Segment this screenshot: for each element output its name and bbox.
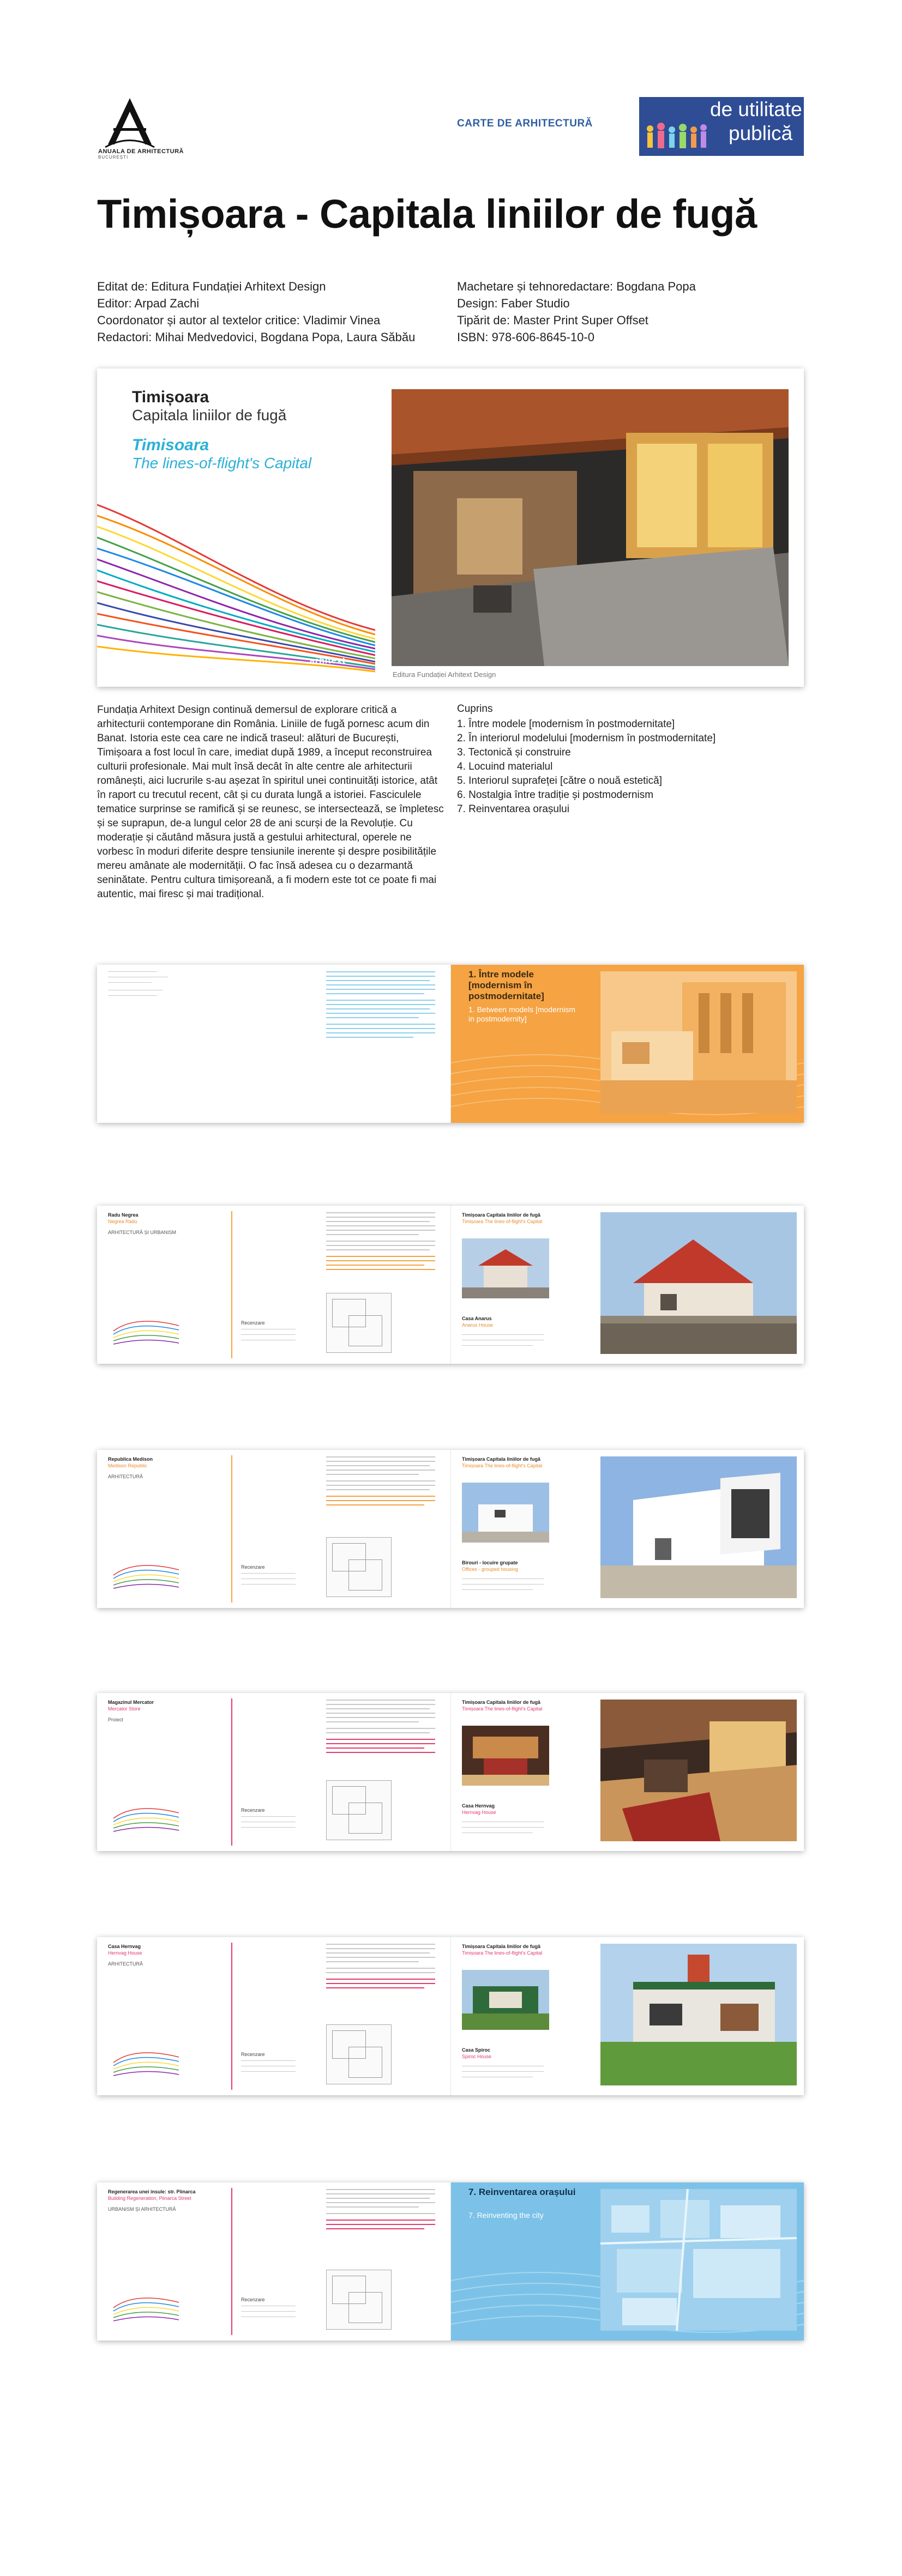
credit-line: Redactori: Mihai Medvedovici, Bogdana Popa, Laura Săbău xyxy=(97,330,416,344)
project-subtitle: Medison Republic xyxy=(108,1463,147,1468)
book-spread-3 xyxy=(97,1450,804,1608)
left-page xyxy=(97,1450,450,1608)
project-name-en: Spiroc House xyxy=(462,2054,492,2059)
section-photo xyxy=(600,971,797,1113)
project-photo-large xyxy=(600,1456,797,1598)
page-title: Timișoara - Capitala liniilor de fugă xyxy=(97,191,757,237)
toc-item: 1. Între modele [modernism în postmodernitate] xyxy=(457,718,675,730)
review-label: Recenzare xyxy=(241,1320,265,1326)
left-page xyxy=(97,965,450,1123)
cover-subtitle: Capitala liniilor de fugă xyxy=(132,407,287,424)
credit-line: Tipărit de: Master Print Super Offset xyxy=(457,313,648,327)
running-header-en: Timișoara The lines-of-flight's Capital xyxy=(462,1219,543,1224)
project-name-en: Anarus House xyxy=(462,1322,494,1328)
colored-lines-illustration xyxy=(97,494,375,674)
review-label: Recenzare xyxy=(241,1807,265,1813)
project-photo-large xyxy=(600,1944,797,2085)
project-photo-small xyxy=(462,1970,549,2030)
logo-label: ANUALA DE ARHITECTURĂ xyxy=(98,148,184,155)
left-page xyxy=(97,1693,450,1851)
project-name: Casa Spiroc xyxy=(462,2047,491,2053)
floor-plan-icon xyxy=(326,1780,392,1840)
section-title: 1. Între modele [modernism în postmodernitate] xyxy=(468,969,544,1001)
left-page xyxy=(97,1206,450,1364)
credit-line: Editat de: Editura Fundației Arhitext Design xyxy=(97,280,326,293)
toc-item: 4. Locuind materialul xyxy=(457,761,553,772)
review-label: Recenzare xyxy=(241,2052,265,2057)
project-title: Magazinul Mercator xyxy=(108,1700,154,1705)
project-note: ARHITECTURĂ xyxy=(108,1474,143,1479)
running-header: Timișoara Capitala liniilor de fugă xyxy=(462,1456,540,1462)
publisher-logo: arhitext xyxy=(310,656,346,666)
project-note: Proiect xyxy=(108,1717,124,1722)
left-page xyxy=(97,1937,450,2095)
project-subtitle: Mercator Store xyxy=(108,1706,141,1712)
project-title: Casa Hernvag xyxy=(108,1944,141,1949)
cover-title: Timișoara xyxy=(132,388,209,406)
credit-line: Machetare și tehnoredactare: Bogdana Popa xyxy=(457,280,696,293)
section-title: 7. Reinventarea orașului xyxy=(468,2187,576,2197)
credit-line: Coordonator și autor al textelor critice: Vladimir Vinea xyxy=(97,313,381,327)
project-subtitle: Building Regeneration, Piinarca Street xyxy=(108,2196,191,2201)
project-note: ARHITECTURĂ xyxy=(108,1961,143,1967)
book-spread-6 xyxy=(97,2182,804,2341)
book-cover-spread xyxy=(97,368,804,687)
project-title: Republica Medison xyxy=(108,1456,153,1462)
toc-item: 6. Nostalgia între tradiție și postmodernism xyxy=(457,789,654,801)
running-header: Timișoara Capitala liniilor de fugă xyxy=(462,1700,540,1705)
project-name-en: Offices - grouped housing xyxy=(462,1567,518,1572)
project-subtitle: Negrea Radu xyxy=(108,1219,137,1224)
cover-title-en: Timisoara xyxy=(132,436,209,454)
running-header: Timișoara Capitala liniilor de fugă xyxy=(462,1212,540,1218)
toc-item: 5. Interiorul suprafeței [către o nouă estetică] xyxy=(457,775,662,787)
section-photo xyxy=(600,2189,797,2331)
cover-subtitle-en: The lines-of-flight's Capital xyxy=(132,455,312,471)
credit-line: ISBN: 978-606-8645-10-0 xyxy=(457,330,594,344)
project-photo-large xyxy=(600,1700,797,1841)
right-page-section xyxy=(450,2182,804,2341)
right-page xyxy=(450,1450,804,1608)
credit-line: Design: Faber Studio xyxy=(457,297,570,310)
right-page-section xyxy=(450,965,804,1123)
credits-left xyxy=(97,278,415,346)
project-note: URBANISM ȘI ARHITECTURĂ xyxy=(108,2206,176,2212)
project-name: Casa Anarus xyxy=(462,1316,492,1321)
project-title: Radu Negrea xyxy=(108,1212,139,1218)
running-header-en: Timișoara The lines-of-flight's Capital xyxy=(462,1463,543,1468)
left-page xyxy=(97,2182,450,2341)
running-header-en: Timișoara The lines-of-flight's Capital xyxy=(462,1950,543,1956)
running-header: Timișoara Capitala liniilor de fugă xyxy=(462,1944,540,1949)
section-subtitle: 1. Between models [modernism in postmodernity] xyxy=(468,1005,576,1023)
map-sketch-icon xyxy=(108,1304,184,1353)
floor-plan-icon xyxy=(326,2270,392,2330)
section-subtitle: 7. Reinventing the city xyxy=(468,2211,544,2220)
book-spread-5 xyxy=(97,1937,804,2095)
map-sketch-icon xyxy=(108,2035,184,2084)
project-note: ARHITECTURĂ ȘI URBANISM xyxy=(108,1230,177,1235)
project-photo-small xyxy=(462,1726,549,1786)
project-name: Birouri - locuire grupate xyxy=(462,1560,518,1565)
project-photo-small xyxy=(462,1238,549,1298)
intro-paragraph: Fundația Arhitext Design continuă demersul de explorare critică a arhitecturii contemporane din România. Liniile de fugă pornesc acum din Banat. Istoria este cea care ne indică traseul: alături de București, Timișoara a fost locul în care, imediat după 1989, a început reconstruirea culturii profesionale. Mai mult însă decât în alte centre ale arhitecturii românești, aici lucrurile s-au așezat în spiritul unei continuități istorice, atât în raport cu trecutul recent, cât și cu durata lungă a istoriei. Fasciculele tematice surprinse se ramifică și se reunesc, se intersectează, se împletesc și se suprapun, de-a lungul celor 28 de ani scurși de la Revoluție. Cu moderație și căutând măsura justă a gestului arhitectural, operele ne vorbesc în moduri diferite despre tensiunile inerente și despre posibilitățile mereu amânate ale modernității. O fac însă adesea cu o dezarmantă seninătate. Pentru cultura timișoreană, a fi modern este tot ce poate fi mai autentic, mai firesc și mai tradițional. xyxy=(97,704,444,900)
toc-item: 2. În interiorul modelului [modernism în postmodernitate] xyxy=(457,733,716,744)
public-utility-badge xyxy=(639,97,804,156)
floor-plan-icon xyxy=(326,1293,392,1353)
credits-right xyxy=(457,278,696,346)
right-page xyxy=(450,1206,804,1364)
project-name: Casa Hernvag xyxy=(462,1803,495,1809)
floor-plan-icon xyxy=(326,2024,392,2084)
project-photo-large xyxy=(600,1212,797,1354)
map-sketch-icon xyxy=(108,2281,184,2330)
right-page xyxy=(450,1937,804,2095)
table-of-contents xyxy=(457,717,715,817)
project-name-en: Hernvag House xyxy=(462,1810,496,1815)
floor-plan-icon xyxy=(326,1537,392,1597)
badge-line-2: publică xyxy=(729,122,793,144)
project-photo-small xyxy=(462,1483,549,1543)
credit-line: Editor: Arpad Zachi xyxy=(97,297,200,310)
book-spread-4 xyxy=(97,1693,804,1851)
book-spread-2 xyxy=(97,1206,804,1364)
review-label: Recenzare xyxy=(241,1564,265,1570)
anuala-logo-icon xyxy=(97,95,163,155)
book-spread-1 xyxy=(97,965,804,1123)
running-header-en: Timișoara The lines-of-flight's Capital xyxy=(462,1706,543,1712)
right-page xyxy=(450,1693,804,1851)
category-label: CARTE DE ARHITECTURĂ xyxy=(457,118,593,129)
toc-title: Cuprins xyxy=(457,703,493,715)
project-subtitle: Hernvag House xyxy=(108,1950,142,1956)
project-title: Regenerarea unei insule: str. Piinarca xyxy=(108,2189,196,2194)
review-label: Recenzare xyxy=(241,2297,265,2302)
logo-sublabel: BUCUREȘTI xyxy=(98,155,129,160)
map-sketch-icon xyxy=(108,1791,184,1840)
toc-item: 3. Tectonică și construire xyxy=(457,747,571,758)
cover-photo xyxy=(392,389,789,666)
badge-line-1: de utilitate xyxy=(710,98,802,120)
toc-item: 7. Reinventarea orașului xyxy=(457,803,569,815)
cover-caption: Editura Fundației Arhitext Design xyxy=(393,670,496,679)
map-sketch-icon xyxy=(108,1548,184,1597)
